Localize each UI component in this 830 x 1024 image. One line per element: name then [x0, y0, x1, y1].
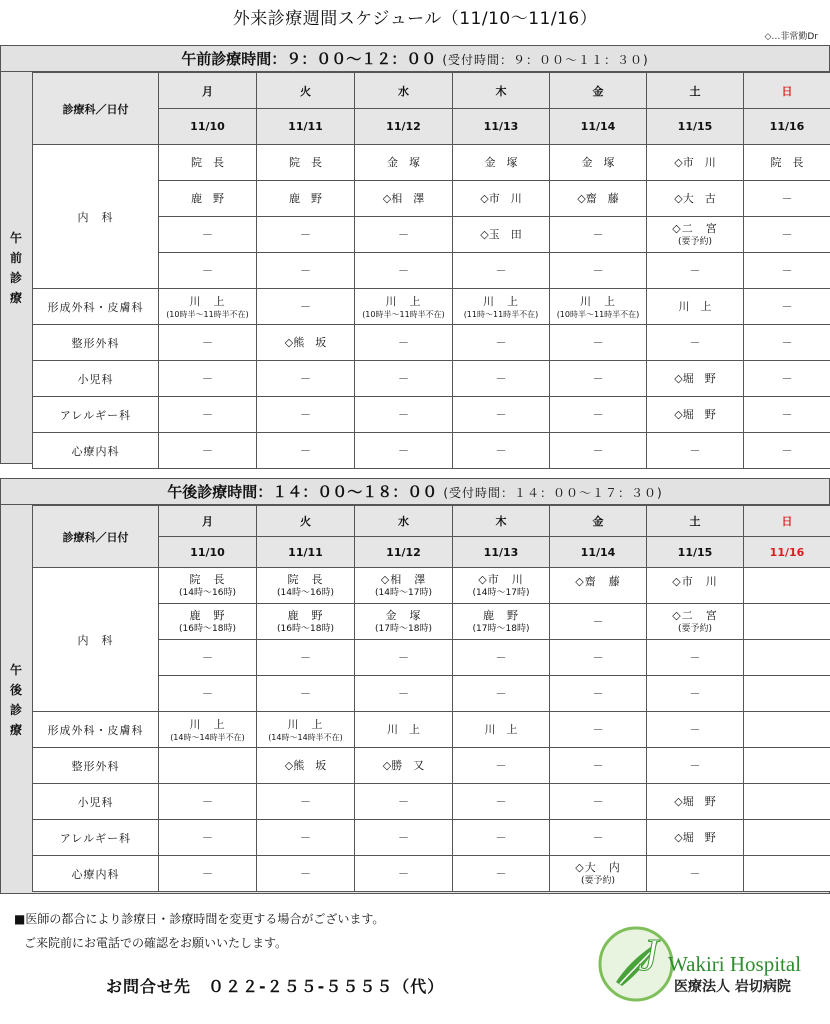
- absence-note: (11時〜11時半不在): [463, 309, 539, 319]
- schedule-cell: －: [550, 640, 647, 676]
- date-header: 11/11: [257, 537, 355, 568]
- schedule-cell: [744, 676, 830, 712]
- schedule-cell: －: [257, 640, 355, 676]
- schedule-cell: 川 上 (14時〜14時半不在): [257, 712, 355, 748]
- pm-side-label: 午 後 診 療: [9, 662, 22, 737]
- schedule-cell: －: [453, 253, 550, 289]
- schedule-cell: －: [550, 325, 647, 361]
- day-header-sunday: 日: [744, 73, 830, 109]
- schedule-cell: －: [257, 361, 355, 397]
- dept-plastic-dermatology: 形成外科・皮膚科: [33, 289, 159, 325]
- day-header: 月: [159, 506, 257, 537]
- schedule-cell: ◇堀 野: [647, 784, 744, 820]
- date-header: 11/13: [453, 109, 550, 145]
- schedule-cell: －: [159, 784, 257, 820]
- day-header: 土: [647, 506, 744, 537]
- schedule-cell: －: [744, 361, 830, 397]
- schedule-cell: 鹿 野 (16時〜18時): [257, 604, 355, 640]
- dept-plastic-dermatology: 形成外科・皮膚科: [33, 712, 159, 748]
- schedule-cell: [744, 748, 830, 784]
- absence-note: (14時〜14時半不在): [170, 732, 245, 742]
- schedule-cell: 金 塚: [550, 145, 647, 181]
- dept-orthopedics: 整形外科: [33, 748, 159, 784]
- schedule-cell: 川 上: [453, 712, 550, 748]
- day-header: 火: [257, 506, 355, 537]
- schedule-cell: ◇玉 田: [453, 217, 550, 253]
- schedule-cell: 川 上 (11時〜11時半不在): [453, 289, 550, 325]
- day-header: 木: [453, 506, 550, 537]
- corner-header: 診療科／日付: [33, 506, 159, 568]
- schedule-cell: 金 塚 (17時〜18時): [355, 604, 453, 640]
- schedule-cell: －: [550, 433, 647, 469]
- schedule-cell: －: [257, 217, 355, 253]
- schedule-cell: －: [550, 604, 647, 640]
- date-header: 11/12: [355, 109, 453, 145]
- time-note: (16時〜18時): [277, 623, 334, 634]
- am-schedule-table: [32, 72, 830, 469]
- schedule-cell: 院 長 (14時〜16時): [159, 568, 257, 604]
- schedule-cell: －: [257, 253, 355, 289]
- schedule-cell: ◇堀 野: [647, 820, 744, 856]
- time-note: (17時〜18時): [472, 623, 530, 634]
- schedule-cell: [744, 640, 830, 676]
- dept-psychosomatic: 心療内科: [33, 433, 159, 469]
- time-note: (14時〜16時): [179, 587, 236, 598]
- schedule-cell: －: [453, 748, 550, 784]
- schedule-cell: [744, 820, 830, 856]
- schedule-cell: 川 上: [647, 289, 744, 325]
- schedule-cell: －: [159, 361, 257, 397]
- schedule-cell: －: [355, 397, 453, 433]
- schedule-cell: ◇齋 藤: [550, 181, 647, 217]
- schedule-cell: [744, 856, 830, 892]
- schedule-cell: 鹿 野 (16時〜18時): [159, 604, 257, 640]
- am-reception-hours: (受付時間：９：００〜１１：３０): [442, 53, 649, 67]
- schedule-cell: 川 上 (10時半〜11時半不在): [159, 289, 257, 325]
- schedule-cell: －: [550, 820, 647, 856]
- reservation-note: (要予約): [677, 623, 713, 634]
- schedule-cell: －: [355, 676, 453, 712]
- schedule-cell: ◇熊 坂: [257, 325, 355, 361]
- schedule-cell: －: [744, 181, 830, 217]
- date-header: 11/11: [257, 109, 355, 145]
- pm-schedule-table: [32, 505, 830, 892]
- day-header: 金: [550, 506, 647, 537]
- schedule-cell: 川 上 (10時半〜11時半不在): [550, 289, 647, 325]
- day-header: 木: [453, 73, 550, 109]
- schedule-cell: [159, 748, 257, 784]
- schedule-cell: －: [257, 820, 355, 856]
- schedule-cell: ◇二 宮 (要予約): [647, 217, 744, 253]
- schedule-cell: 鹿 野: [257, 181, 355, 217]
- schedule-cell: －: [355, 217, 453, 253]
- absence-note: (10時半〜11時半不在): [556, 309, 640, 319]
- schedule-cell: －: [453, 361, 550, 397]
- dept-internal-medicine: 内 科: [33, 145, 159, 289]
- schedule-cell: －: [744, 325, 830, 361]
- time-note: (14時〜16時): [277, 587, 334, 598]
- schedule-cell: [744, 568, 830, 604]
- dept-orthopedics: 整形外科: [33, 325, 159, 361]
- dept-pediatrics: 小児科: [33, 361, 159, 397]
- schedule-cell: ◇大 古: [647, 181, 744, 217]
- pm-hours: 午後診療時間：１４：００〜１８：００: [167, 483, 438, 501]
- dept-internal-medicine: 内 科: [33, 568, 159, 712]
- date-header-sunday: 11/16: [744, 537, 830, 568]
- schedule-cell: －: [257, 784, 355, 820]
- schedule-cell: 鹿 野 (17時〜18時): [453, 604, 550, 640]
- schedule-cell: －: [355, 253, 453, 289]
- schedule-cell: ◇堀 野: [647, 361, 744, 397]
- schedule-cell: ◇市 川 (14時〜17時): [453, 568, 550, 604]
- schedule-cell: －: [159, 325, 257, 361]
- pm-section: [0, 478, 830, 894]
- date-header: 11/15: [647, 109, 744, 145]
- schedule-cell: 金 塚: [453, 145, 550, 181]
- schedule-cell: －: [355, 856, 453, 892]
- day-header: 水: [355, 506, 453, 537]
- schedule-cell: 川 上: [355, 712, 453, 748]
- schedule-cell: ◇二 宮 (要予約): [647, 604, 744, 640]
- schedule-cell: －: [550, 676, 647, 712]
- schedule-cell: [744, 712, 830, 748]
- hospital-name-en: Wakiri Hospital: [668, 952, 802, 976]
- day-header: 金: [550, 73, 647, 109]
- schedule-cell: －: [159, 856, 257, 892]
- absence-note: (10時半〜11時半不在): [166, 309, 249, 319]
- schedule-cell: －: [355, 640, 453, 676]
- schedule-cell: ◇相 澤 (14時〜17時): [355, 568, 453, 604]
- hospital-name-jp: 医療法人 岩切病院: [674, 979, 791, 995]
- date-header: 11/16: [744, 109, 830, 145]
- schedule-cell: －: [159, 433, 257, 469]
- date-header: 11/14: [550, 109, 647, 145]
- schedule-cell: －: [453, 676, 550, 712]
- schedule-cell: －: [647, 856, 744, 892]
- schedule-cell: －: [647, 325, 744, 361]
- schedule-cell: －: [453, 856, 550, 892]
- schedule-cell: －: [647, 712, 744, 748]
- day-header: 土: [647, 73, 744, 109]
- schedule-cell: －: [355, 361, 453, 397]
- time-note: (16時〜18時): [179, 623, 236, 634]
- date-header: 11/13: [453, 537, 550, 568]
- schedule-cell: ◇市 川: [647, 145, 744, 181]
- schedule-cell: －: [159, 217, 257, 253]
- schedule-cell: －: [647, 253, 744, 289]
- am-hours: 午前診療時間：９：００〜１２：００: [181, 50, 437, 68]
- schedule-cell: －: [453, 784, 550, 820]
- date-header: 11/12: [355, 537, 453, 568]
- schedule-cell: ◇齋 藤: [550, 568, 647, 604]
- am-side-label: 午 前 診 療: [9, 231, 22, 305]
- schedule-cell: 川 上 (10時半〜11時半不在): [355, 289, 453, 325]
- schedule-cell: －: [550, 217, 647, 253]
- schedule-cell: －: [159, 253, 257, 289]
- schedule-cell: －: [257, 397, 355, 433]
- schedule-cell: －: [159, 676, 257, 712]
- date-header: 11/14: [550, 537, 647, 568]
- corner-header: 診療科／日付: [33, 73, 159, 145]
- schedule-cell: －: [453, 433, 550, 469]
- schedule-cell: －: [550, 397, 647, 433]
- schedule-cell: 院 長: [744, 145, 830, 181]
- schedule-cell: －: [159, 640, 257, 676]
- schedule-cell: －: [744, 433, 830, 469]
- schedule-cell: －: [550, 712, 647, 748]
- dept-psychosomatic: 心療内科: [33, 856, 159, 892]
- schedule-cell: －: [257, 856, 355, 892]
- pm-reception-hours: (受付時間：１４：００〜１７：３０): [443, 486, 663, 500]
- hospital-logo: [598, 924, 818, 1004]
- schedule-cell: 院 長: [257, 145, 355, 181]
- schedule-cell: 川 上 (14時〜14時半不在): [159, 712, 257, 748]
- schedule-cell: －: [647, 748, 744, 784]
- schedule-cell: ◇勝 又: [355, 748, 453, 784]
- schedule-cell: －: [453, 325, 550, 361]
- schedule-cell: －: [744, 253, 830, 289]
- schedule-cell: －: [257, 676, 355, 712]
- schedule-cell: 鹿 野: [159, 181, 257, 217]
- reservation-note: (要予約): [580, 875, 616, 886]
- dept-pediatrics: 小児科: [33, 784, 159, 820]
- reservation-note: (要予約): [677, 236, 713, 247]
- time-note: (17時〜18時): [375, 623, 432, 634]
- call-ahead-notice: ご来院前にお電話での確認をお願いいたします。: [24, 936, 288, 950]
- am-section: [0, 45, 830, 464]
- schedule-cell: －: [355, 820, 453, 856]
- date-header: 11/15: [647, 537, 744, 568]
- schedule-cell: －: [159, 820, 257, 856]
- time-note: (14時〜17時): [472, 587, 530, 598]
- day-header: 月: [159, 73, 257, 109]
- date-header: 11/10: [159, 537, 257, 568]
- schedule-cell: [744, 604, 830, 640]
- day-header: 水: [355, 73, 453, 109]
- schedule-cell: －: [744, 217, 830, 253]
- schedule-change-notice: ■医師の都合により診療日・診療時間を変更する場合がございます。: [14, 912, 385, 926]
- schedule-cell: ◇市 川: [453, 181, 550, 217]
- schedule-cell: ◇堀 野: [647, 397, 744, 433]
- schedule-cell: －: [550, 748, 647, 784]
- schedule-cell: －: [453, 820, 550, 856]
- date-header: 11/10: [159, 109, 257, 145]
- pm-section-heading: [1, 479, 829, 505]
- schedule-cell: －: [550, 784, 647, 820]
- am-section-heading: [1, 46, 829, 72]
- schedule-cell: 院 長: [159, 145, 257, 181]
- contact-phone: お問合せ先 ０２２-２５５-５５５５（代）: [106, 977, 445, 996]
- schedule-cell: 金 塚: [355, 145, 453, 181]
- schedule-cell: [744, 784, 830, 820]
- schedule-cell: －: [647, 640, 744, 676]
- schedule-cell: －: [550, 253, 647, 289]
- schedule-cell: －: [257, 433, 355, 469]
- schedule-cell: －: [355, 784, 453, 820]
- schedule-cell: －: [744, 397, 830, 433]
- schedule-cell: －: [453, 397, 550, 433]
- schedule-cell: ◇大 内 (要予約): [550, 856, 647, 892]
- absence-note: (14時〜14時半不在): [268, 732, 343, 742]
- schedule-cell: －: [550, 361, 647, 397]
- absence-note: (10時半〜11時半不在): [362, 309, 445, 319]
- legend-note: ◇…非常勤Dr: [764, 32, 818, 42]
- schedule-cell: －: [257, 289, 355, 325]
- schedule-cell: －: [744, 289, 830, 325]
- schedule-cell: －: [453, 640, 550, 676]
- dept-allergy: アレルギー科: [33, 820, 159, 856]
- schedule-cell: －: [355, 325, 453, 361]
- schedule-cell: 院 長 (14時〜16時): [257, 568, 355, 604]
- logo-letter: J: [638, 929, 659, 980]
- day-header: 火: [257, 73, 355, 109]
- dept-allergy: アレルギー科: [33, 397, 159, 433]
- page-title: 外来診療週間スケジュール（11/10〜11/16）: [232, 9, 598, 29]
- schedule-cell: ◇熊 坂: [257, 748, 355, 784]
- schedule-cell: ◇相 澤: [355, 181, 453, 217]
- schedule-cell: ◇市 川: [647, 568, 744, 604]
- schedule-cell: －: [355, 433, 453, 469]
- day-header-sunday: 日: [744, 506, 830, 537]
- schedule-cell: －: [159, 397, 257, 433]
- schedule-cell: －: [647, 433, 744, 469]
- time-note: (14時〜17時): [375, 587, 432, 598]
- schedule-cell: －: [647, 676, 744, 712]
